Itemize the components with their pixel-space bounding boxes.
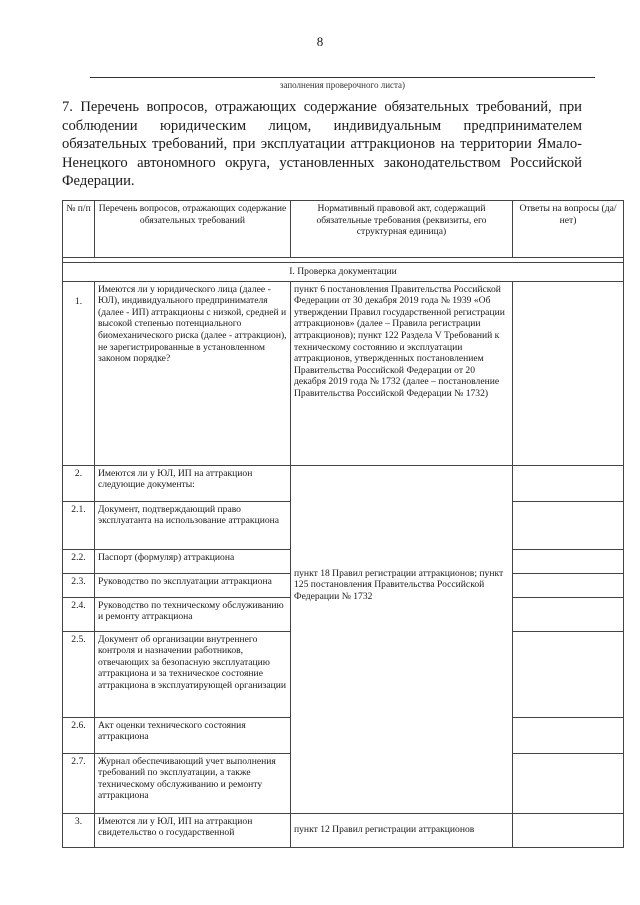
row-question: Имеются ли у ЮЛ, ИП на аттракцион свидетельство о государственной — [95, 813, 291, 847]
row-num: 2.3. — [63, 573, 95, 597]
section-title: I. Проверка документации — [63, 263, 624, 282]
row-answer[interactable] — [513, 717, 624, 753]
row-answer[interactable] — [513, 549, 624, 573]
row-question: Акт оценки технического состояния аттракциона — [95, 717, 291, 753]
row-act: пункт 12 Правил регистрации аттракционов — [291, 813, 513, 847]
row-num: 2.2. — [63, 549, 95, 573]
row-answer[interactable] — [513, 573, 624, 597]
row-num: 2.6. — [63, 717, 95, 753]
row-answer[interactable] — [513, 753, 624, 813]
row-question: Документ об организации внутреннего контроля и назначении работников, отвечающих за безопасную эксплуатацию аттракциона и за техническое состояние аттракциона в эксплуатирующей организации — [95, 631, 291, 717]
page-number: 8 — [316, 34, 324, 49]
row-num: 2.7. — [63, 753, 95, 813]
row-question: Паспорт (формуляр) аттракциона — [95, 549, 291, 573]
row-question: Журнал обеспечивающий учет выполнения требований по эксплуатации, а также техническому обслуживанию и ремонту аттракциона — [95, 753, 291, 813]
table-header-row — [63, 201, 624, 258]
header-num: № п/п — [63, 201, 95, 258]
row-question: Документ, подтверждающий право эксплуатанта на использование аттракциона — [95, 501, 291, 549]
row-question: Руководство по эксплуатации аттракциона — [95, 573, 291, 597]
row-question: Имеются ли у ЮЛ, ИП на аттракцион следующие документы: — [95, 465, 291, 501]
table-row — [63, 281, 624, 465]
row-num: 2.4. — [63, 597, 95, 631]
row-answer[interactable] — [513, 281, 624, 465]
row-num: 2.1. — [63, 501, 95, 549]
section-row — [63, 263, 624, 282]
row-question: Имеются ли у юридического лица (далее - ЮЛ), индивидуального предпринимателя (далее - ИП) аттракционы с низкой, средней и высокой степенью потенциального биомеханического риска (далее - аттракцион), не зарегистрированные в установленном законом порядке? — [95, 281, 291, 465]
row-answer[interactable] — [513, 631, 624, 717]
checklist-table — [62, 200, 624, 848]
header-question: Перечень вопросов, отражающих содержание обязательных требований — [95, 201, 291, 258]
row-num: 1. — [63, 281, 95, 465]
row-num: 2. — [63, 465, 95, 501]
table-row — [63, 813, 624, 847]
row-act: пункт 6 постановления Правительства Российской Федерации от 30 декабря 2019 года № 1939 «Об утверждении Правил государственной регистрации аттракционов» (далее – Правила регистрации аттракционов); пункт 122 Раздела V Требований к техническому состоянию и эксплуатации аттракционов, утвержденных постановлением Правительства Российской Федерации от 20 декабря 2019 года № 1732 (далее – постановление Правительства Российской Федерации № 1732) — [291, 281, 513, 465]
row-question: Руководство по техническому обслуживанию и ремонту аттракциона — [95, 597, 291, 631]
row-answer[interactable] — [513, 813, 624, 847]
section-heading: 7. Перечень вопросов, отражающих содержание обязательных требований, при соблюдении юридическим лицом, индивидуальным предпринимателем обязательных требований, при эксплуатации аттракционов на территории Ямало-Ненецкого автономного округа, установленных законодательством Российской Федерации. — [62, 99, 582, 189]
row-act: пункт 18 Правил регистрации аттракционов; пункт 125 постановления Правительства Российской Федерации № 1732 — [291, 465, 513, 813]
table-row — [63, 465, 624, 501]
header-answer: Ответы на вопросы (да/нет) — [513, 201, 624, 258]
sub-caption: заполнения проверочного листа) — [279, 80, 406, 90]
row-num: 3. — [63, 813, 95, 847]
caption-rule — [90, 77, 595, 78]
header-act: Нормативный правовой акт, содержащий обязательные требования (реквизиты, его структурная единица) — [291, 201, 513, 258]
row-answer[interactable] — [513, 465, 624, 501]
row-answer[interactable] — [513, 501, 624, 549]
row-answer[interactable] — [513, 597, 624, 631]
row-num: 2.5. — [63, 631, 95, 717]
